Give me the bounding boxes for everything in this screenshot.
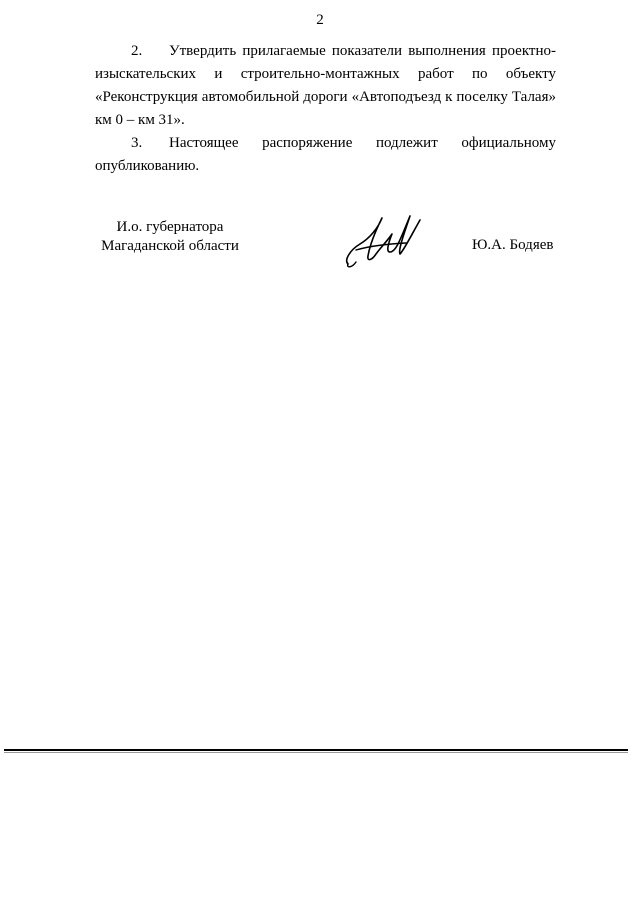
signatory-title-line-1: И.о. губернатора [116,219,224,235]
paragraph-3-text: Настоящее распоряжение подлежит официальному опубликованию. [95,135,556,174]
bottom-divider [4,749,628,751]
signatory-title [95,218,245,256]
paragraph-3-number: 3. [131,135,143,151]
bottom-divider-shadow [4,752,628,753]
paragraph-2 [95,40,556,132]
paragraph-2-text: Утвердить прилагаемые показатели выполнения проектно-изыскательских и строительно-монтажных работ по объекту «Реконструкция автомобильной дороги «Автоподъезд к поселку Талая» км 0 – км 31». [95,43,556,128]
signatory-title-line-2: Магаданской области [101,238,239,254]
paragraph-3 [95,132,556,178]
page-number: 2 [316,12,324,28]
signatory-name: Ю.А. Бодяев [472,237,554,253]
paragraph-2-number: 2. [131,43,143,59]
handwritten-signature [340,210,425,270]
